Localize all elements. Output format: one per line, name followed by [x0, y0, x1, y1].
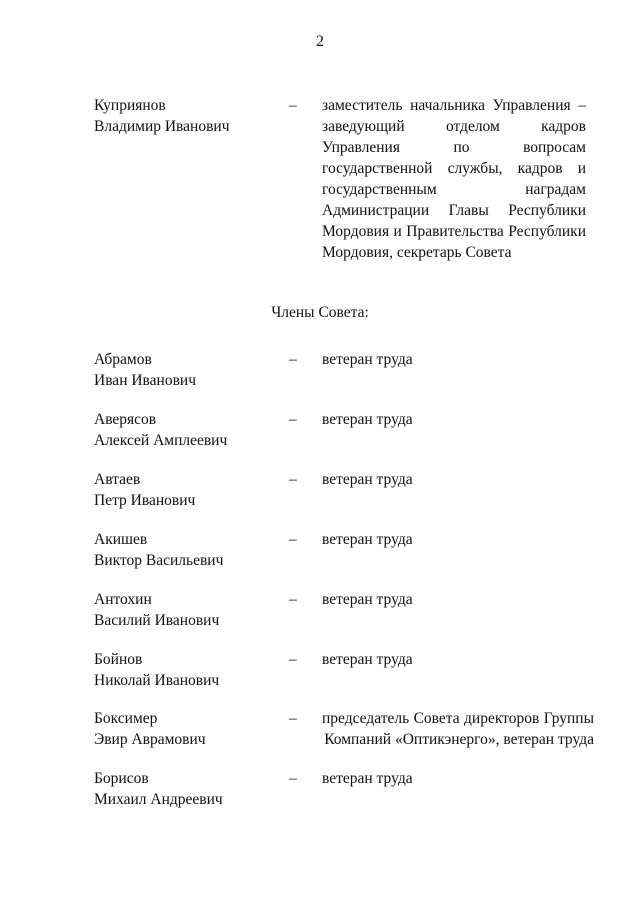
member-role-line: ветеран труда — [322, 351, 413, 368]
member-surname: Автаев — [94, 471, 141, 488]
member-name — [94, 589, 274, 631]
member-role — [322, 469, 586, 490]
secretary-role-line: государственным наградам — [322, 181, 586, 198]
member-surname: Абрамов — [94, 351, 152, 368]
member-dash: – — [289, 351, 297, 368]
member-name — [94, 708, 274, 750]
member-name — [94, 649, 274, 691]
member-surname: Аверясов — [94, 411, 157, 428]
member-role-line: председатель Совета директоров Группы — [322, 710, 594, 727]
secretary-role-line: Администрации Главы Республики — [322, 202, 586, 219]
member-given-names: Алексей Амплеевич — [94, 432, 228, 449]
member-role-line: ветеран труда — [322, 411, 413, 428]
secretary-role-line: заведующий отделом кадров — [322, 118, 586, 135]
member-name — [94, 469, 274, 511]
member-role-line: Компаний «Оптикэнерго», ветеран труда — [324, 731, 594, 748]
secretary-role-line: заместитель начальника Управления – — [322, 97, 586, 114]
member-role-line: ветеран труда — [322, 471, 413, 488]
member-given-names: Эвир Аврамович — [94, 731, 206, 748]
secretary-role — [322, 95, 586, 263]
member-dash: – — [289, 531, 297, 548]
member-given-names: Петр Иванович — [94, 492, 196, 509]
member-given-names: Николай Иванович — [94, 672, 220, 689]
member-given-names: Виктор Васильевич — [94, 552, 224, 569]
member-role — [322, 529, 586, 550]
member-dash: – — [289, 591, 297, 608]
member-name — [94, 409, 274, 451]
member-surname: Антохин — [94, 591, 152, 608]
member-name — [94, 529, 274, 571]
member-role — [322, 409, 586, 430]
member-dash: – — [289, 770, 297, 787]
secretary-role-line: Мордовия и Правительства Республики — [322, 223, 586, 240]
member-given-names: Василий Иванович — [94, 612, 220, 629]
member-role-line: ветеран труда — [322, 651, 413, 668]
secretary-dash: – — [289, 97, 297, 114]
member-given-names: Михаил Андреевич — [94, 791, 223, 808]
secretary-role-line: Мордовия, секретарь Совета — [322, 244, 512, 261]
member-role-line: ветеран труда — [322, 770, 413, 787]
member-dash: – — [289, 710, 297, 727]
member-given-names: Иван Иванович — [94, 372, 196, 389]
member-name — [94, 768, 274, 810]
member-surname: Боксимер — [94, 710, 158, 727]
member-surname: Бойнов — [94, 651, 143, 668]
secretary-role-line: Управления по вопросам — [322, 139, 586, 156]
member-dash: – — [289, 411, 297, 428]
member-role — [322, 768, 586, 789]
member-role-line: ветеран труда — [322, 531, 413, 548]
member-name — [94, 349, 274, 391]
members-heading: Члены Совета: — [271, 304, 369, 321]
page-number: 2 — [316, 33, 324, 50]
secretary-given-names: Владимир Иванович — [94, 118, 230, 135]
secretary-role-line: государственной службы, кадров и — [322, 160, 586, 177]
member-role — [322, 589, 586, 610]
member-role-line: ветеран труда — [322, 591, 413, 608]
secretary-name — [94, 95, 274, 137]
member-role — [322, 349, 586, 370]
member-surname: Борисов — [94, 770, 149, 787]
member-role — [322, 649, 586, 670]
member-dash: – — [289, 651, 297, 668]
secretary-surname: Куприянов — [94, 97, 166, 114]
member-surname: Акишев — [94, 531, 148, 548]
member-dash: – — [289, 471, 297, 488]
member-role — [322, 708, 594, 750]
